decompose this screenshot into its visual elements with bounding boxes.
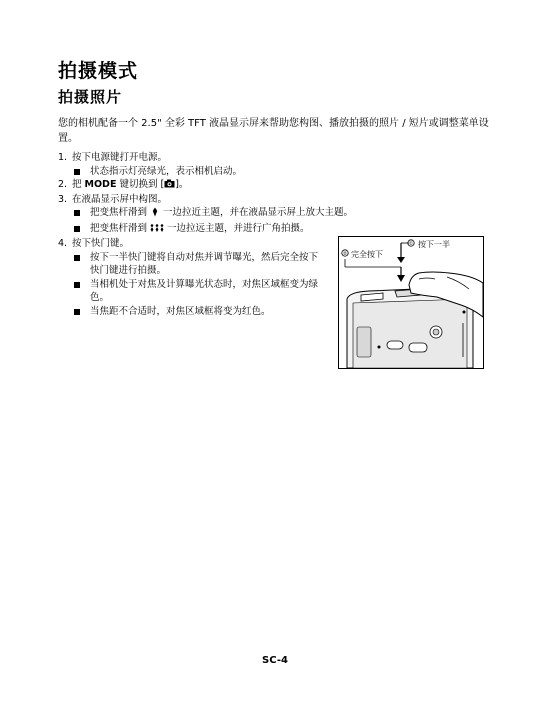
bullet-square-icon xyxy=(74,169,80,175)
note-text: 状态指示灯亮绿光，表示相机启动。 xyxy=(90,165,243,177)
bullet-square-icon xyxy=(74,226,80,232)
step-text-post: ]。 xyxy=(175,179,189,190)
step-4 xyxy=(58,237,338,251)
note-text-post: 一边拉近主题，并在液晶显示屏上放大主题。 xyxy=(163,207,354,218)
note-text-post: 一边拉远主题，并进行广角拍摄。 xyxy=(167,222,310,234)
half-press-number: ① xyxy=(408,241,414,247)
bullet-square-icon xyxy=(74,210,80,216)
bullet-square-icon xyxy=(74,282,80,288)
note-text-pre: 把变焦杆滑到 xyxy=(90,222,148,234)
wide-angle-icon xyxy=(149,223,165,238)
step-4-note-3 xyxy=(58,305,320,319)
step-1 xyxy=(58,151,338,165)
page-number: SC-4 xyxy=(262,655,288,666)
step-4-note-1 xyxy=(58,251,320,278)
note-text-pre: 把变焦杆滑到 xyxy=(90,207,148,218)
note-text: 按下一半快门键将自动对焦并调节曝光，然后完全按下快门键进行拍摄。 xyxy=(90,251,319,276)
step-3-note-tele xyxy=(58,206,354,222)
section-heading: 拍摄照片 xyxy=(58,88,123,106)
step-number: 1. xyxy=(58,152,68,163)
step-number: 2. xyxy=(58,179,68,190)
shutter-illustration xyxy=(338,236,484,369)
step-number: 4. xyxy=(58,238,68,249)
page-title: 拍摄模式 xyxy=(58,60,139,82)
step-3-note-wide xyxy=(58,222,338,238)
step-text: 按下快门键。 xyxy=(72,238,130,249)
camera-icon xyxy=(164,179,175,193)
note-text: 当相机处于对焦及计算曝光状态时，对焦区域框变为绿色。 xyxy=(90,278,319,303)
bullet-square-icon xyxy=(74,255,80,261)
mode-key-label: MODE xyxy=(84,179,117,190)
steps-list xyxy=(58,151,354,318)
telephoto-icon xyxy=(149,207,161,222)
step-text: 按下电源键打开电源。 xyxy=(72,152,168,163)
step-text: 在液晶显示屏中构图。 xyxy=(72,193,168,205)
step-4-note-2 xyxy=(58,278,320,305)
full-press-label: 完全按下 xyxy=(351,250,383,259)
step-2 xyxy=(58,178,338,193)
step-1-note xyxy=(58,165,338,179)
step-text-mid: 键切换到 [ xyxy=(116,179,165,190)
half-press-label: 按下一半 xyxy=(418,240,450,249)
step-text-pre: 把 xyxy=(72,179,85,190)
intro-paragraph: 您的相机配备一个 2.5" 全彩 TFT 液晶显示屏来帮助您构图、播放拍摄的照片 / 短片或调整菜单设置。 xyxy=(58,118,489,144)
note-text: 当焦距不合适时，对焦区域框将变为红色。 xyxy=(90,305,271,317)
full-press-number: ② xyxy=(342,251,348,257)
step-3 xyxy=(58,193,338,207)
step-number: 3. xyxy=(58,193,68,205)
bullet-square-icon xyxy=(74,309,80,315)
